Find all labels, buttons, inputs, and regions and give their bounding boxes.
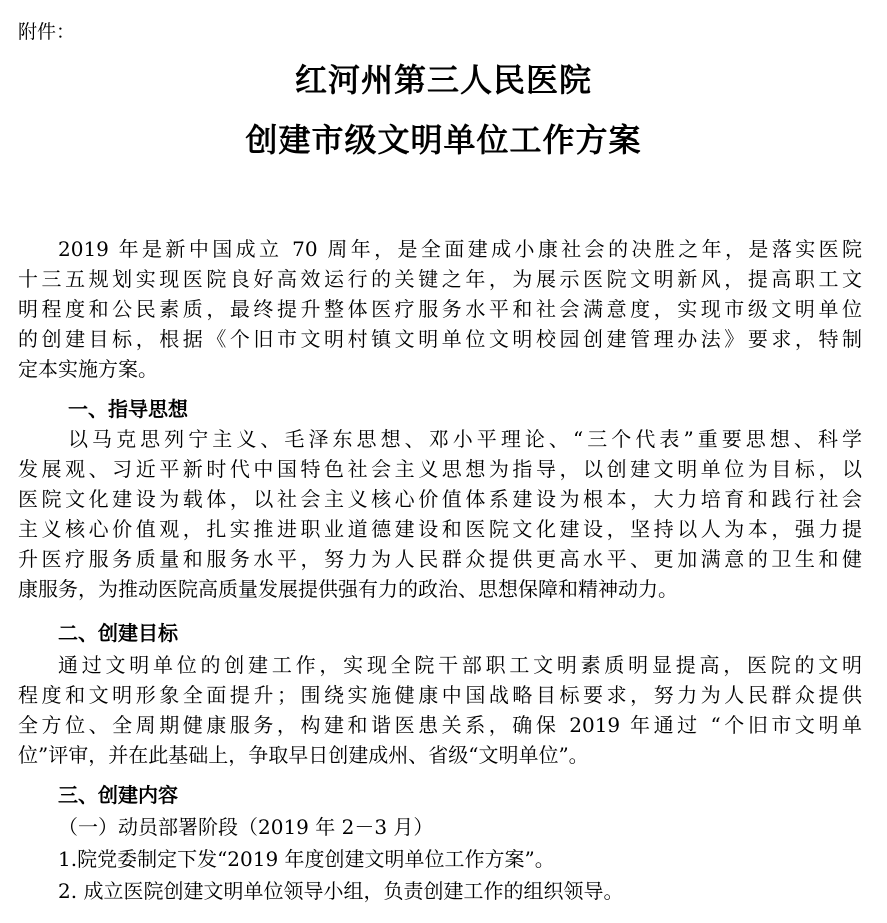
intro-line: 的创建目标，根据《个旧市文明村镇文明单位文明校园创建管理办法》要求，特制 <box>18 327 862 351</box>
section2-line: 位”评审，并在此基础上，争取早日创建成州、省级“文明单位”。 <box>18 743 589 767</box>
content-item: 2. 成立医院创建文明单位领导小组，负责创建工作的组织领导。 <box>58 879 624 903</box>
section-heading-content: 三、创建内容 <box>58 783 178 807</box>
section1-line: 医院文化建设为载体，以社会主义核心价值体系建设为根本，大力培育和践行社会 <box>18 487 862 511</box>
section2-line: 程度和文明形象全面提升；围绕实施健康中国战略目标要求，努力为人民群众提供 <box>18 683 862 707</box>
intro-line: 十三五规划实现医院良好高效运行的关键之年，为展示医院文明新风，提高职工文 <box>18 267 862 291</box>
section-heading-goals: 二、创建目标 <box>58 621 178 645</box>
section2-line: 全方位、全周期健康服务，构建和谐医患关系，确保 2019 年通过 “个旧市文明单 <box>18 713 862 737</box>
section2-line: 通过文明单位的创建工作，实现全院干部职工文明素质明显提高，医院的文明 <box>58 653 862 677</box>
section-heading-guiding-ideology: 一、指导思想 <box>68 397 188 421</box>
section1-line: 以马克思列宁主义、毛泽东思想、邓小平理论、“三个代表”重要思想、科学 <box>68 427 862 451</box>
intro-line: 2019 年是新中国成立 70 周年，是全面建成小康社会的决胜之年，是落实医院 <box>58 237 862 261</box>
content-item: 1.院党委制定下发“2019 年度创建文明单位工作方案”。 <box>58 847 555 871</box>
section1-line: 发展观、习近平新时代中国特色社会主义思想为指导，以创建文明单位为目标，以 <box>18 457 862 481</box>
intro-line: 明程度和公民素质，最终提升整体医疗服务水平和社会满意度，实现市级文明单位 <box>18 297 862 321</box>
document-title-hospital: 红河州第三人民医院 <box>294 61 592 99</box>
document-title-plan: 创建市级文明单位工作方案 <box>245 121 642 159</box>
section1-line: 升医疗服务质量和服务水平，努力为人民群众提供更高水平、更加满意的卫生和健 <box>18 547 862 571</box>
section1-line: 主义核心价值观，扎实推进职业道德建设和医院文化建设，坚持以人为本，强力提 <box>18 517 862 541</box>
intro-line: 定本实施方案。 <box>18 357 158 381</box>
attachment-label: 附件： <box>18 21 76 43</box>
subsection-mobilization: （一）动员部署阶段（2019 年 2－3 月） <box>58 815 434 839</box>
section1-line: 康服务，为推动医院高质量发展提供强有力的政治、思想保障和精神动力。 <box>18 577 678 601</box>
